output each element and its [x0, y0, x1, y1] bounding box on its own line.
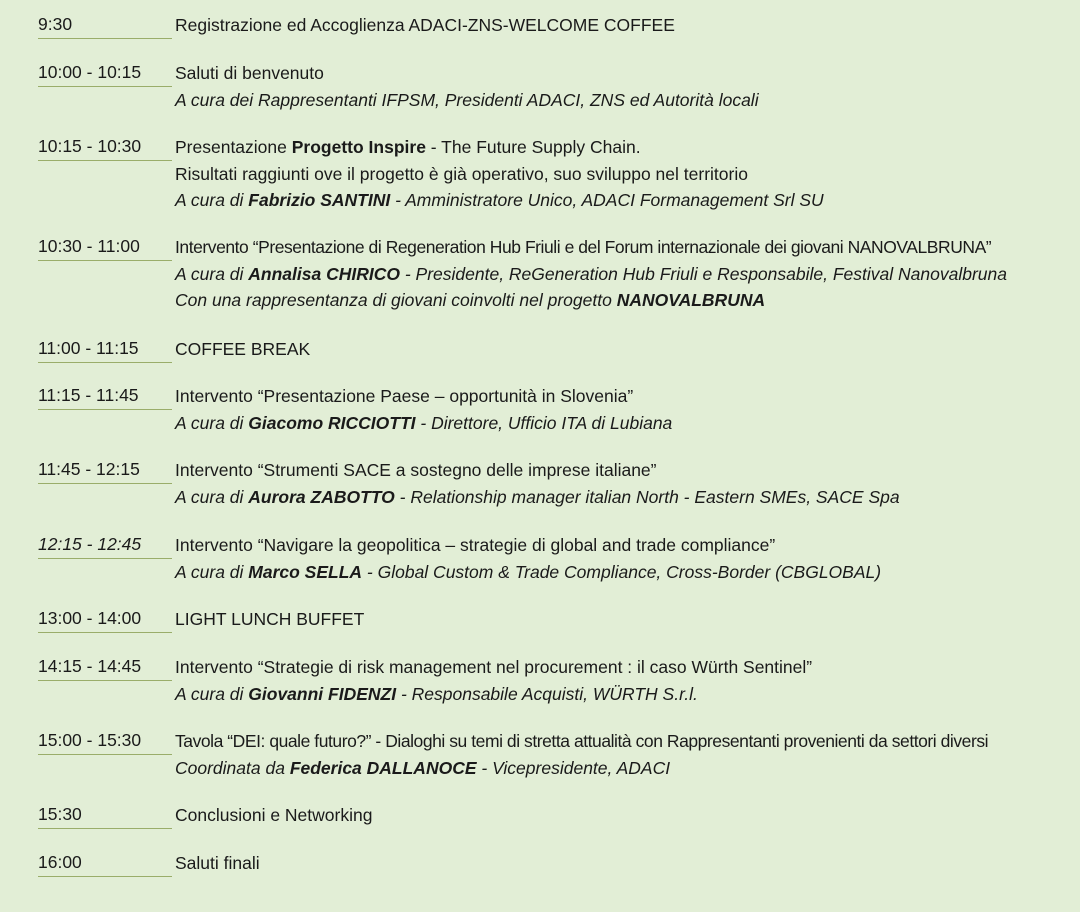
session-details: [175, 234, 1075, 314]
session-detail-line: [175, 87, 1075, 114]
session-title: [175, 12, 1075, 39]
session-detail-line: [175, 161, 1075, 188]
text-segment: - Relationship manager italian North - Eastern SMEs, SACE Spa: [394, 486, 900, 507]
time-slot: 12:15 - 12:45: [38, 532, 172, 559]
text-segment: Intervento “Navigare la geopolitica – strategie di global and trade compliance”: [175, 535, 776, 555]
time-slot: 14:15 - 14:45: [38, 654, 172, 681]
time-slot: 16:00: [38, 850, 172, 877]
session-detail-line: [175, 484, 1075, 511]
text-segment: Intervento “Presentazione Paese – opportunità in Slovenia”: [175, 386, 634, 406]
text-segment: - Vicepresidente, ADACI: [476, 757, 671, 778]
time-slot: 11:00 - 11:15: [38, 336, 172, 363]
text-segment: Presentazione: [175, 137, 292, 157]
text-segment: Conclusioni e Networking: [175, 805, 373, 825]
highlight-text: Fabrizio SANTINI: [248, 190, 391, 210]
session-details: [175, 134, 1075, 214]
highlight-text: Annalisa CHIRICO: [248, 263, 400, 284]
text-segment: A cura di: [175, 683, 249, 704]
session-title: [175, 134, 1075, 161]
session-details: [175, 457, 1075, 510]
text-segment: Tavola “DEI: quale futuro?” - Dialoghi su temi di stretta attualità con Rappresentanti provenienti da settori diversi: [175, 731, 989, 751]
text-segment: - Global Custom & Trade Compliance, Cross-Border (CBGLOBAL): [362, 561, 882, 582]
highlight-text: Giacomo RICCIOTTI: [248, 412, 416, 433]
text-segment: Intervento “Strumenti SACE a sostegno delle imprese italiane”: [175, 460, 657, 480]
session-title: [175, 60, 1075, 87]
time-slot: 13:00 - 14:00: [38, 606, 172, 633]
time-slot: 9:30: [38, 12, 172, 39]
session-detail-line: [175, 559, 1075, 586]
session-detail-line: [175, 681, 1075, 708]
text-segment: - Presidente, ReGeneration Hub Friuli e Responsabile, Festival Nanovalbruna: [399, 263, 1007, 284]
highlight-text: Marco SELLA: [248, 561, 363, 582]
session-details: [175, 12, 1075, 39]
session-title: [175, 234, 1075, 261]
text-segment: - Direttore, Ufficio ITA di Lubiana: [415, 412, 673, 433]
session-title: [175, 802, 1075, 829]
text-segment: Saluti finali: [175, 853, 260, 873]
text-segment: Coordinata da: [175, 757, 290, 778]
time-slot: 11:15 - 11:45: [38, 383, 172, 410]
session-details: [175, 532, 1075, 585]
text-segment: Con una rappresentanza di giovani coinvolti nel progetto: [175, 290, 617, 310]
highlight-text: NANOVALBRUNA: [616, 290, 766, 310]
session-detail-line: [175, 287, 1075, 314]
session-details: [175, 654, 1075, 707]
session-title: [175, 336, 1075, 363]
session-details: [175, 802, 1075, 829]
session-title: [175, 383, 1075, 410]
text-segment: A cura di: [175, 561, 249, 582]
session-details: [175, 606, 1075, 633]
text-segment: A cura di: [175, 190, 249, 210]
text-segment: - Amministratore Unico, ADACI Formanagement Srl SU: [390, 190, 824, 210]
session-detail-line: [175, 261, 1075, 288]
highlight-text: Giovanni FIDENZI: [248, 683, 397, 704]
session-title: [175, 606, 1075, 633]
text-segment: Registrazione ed Accoglienza ADACI-ZNS-WELCOME COFFEE: [175, 15, 675, 35]
text-segment: A cura di: [175, 486, 249, 507]
text-segment: LIGHT LUNCH BUFFET: [175, 609, 365, 629]
session-title: [175, 532, 1075, 559]
session-title: [175, 850, 1075, 877]
session-title: [175, 728, 1075, 755]
text-segment: - Responsabile Acquisti, WÜRTH S.r.l.: [396, 683, 698, 704]
time-slot: 11:45 - 12:15: [38, 457, 172, 484]
session-detail-line: [175, 187, 1075, 214]
text-segment: A cura di: [175, 412, 249, 433]
highlight-text: Progetto Inspire: [291, 137, 426, 157]
time-slot: 10:00 - 10:15: [38, 60, 172, 87]
text-segment: COFFEE BREAK: [175, 339, 311, 359]
text-segment: A cura di: [175, 263, 249, 284]
text-segment: - The Future Supply Chain.: [425, 137, 641, 157]
time-slot: 15:00 - 15:30: [38, 728, 172, 755]
text-segment: Saluti di benvenuto: [175, 63, 324, 83]
session-title: [175, 457, 1075, 484]
text-segment: Risultati raggiunti ove il progetto è già operativo, suo sviluppo nel territorio: [175, 163, 748, 184]
highlight-text: Federica DALLANOCE: [289, 757, 477, 778]
highlight-text: Aurora ZABOTTO: [248, 486, 395, 507]
session-title: [175, 654, 1075, 681]
session-details: [175, 383, 1075, 436]
text-segment: A cura dei Rappresentanti IFPSM, Presidenti ADACI, ZNS ed Autorità locali: [175, 89, 759, 110]
time-slot: 10:15 - 10:30: [38, 134, 172, 161]
session-details: [175, 728, 1075, 781]
session-details: [175, 336, 1075, 363]
session-detail-line: [175, 755, 1075, 782]
text-segment: Intervento “Strategie di risk management nel procurement : il caso Würth Sentinel”: [175, 657, 813, 677]
time-slot: 10:30 - 11:00: [38, 234, 172, 261]
time-slot: 15:30: [38, 802, 172, 829]
session-detail-line: [175, 410, 1075, 437]
session-details: [175, 60, 1075, 113]
text-segment: Intervento “Presentazione di Regeneration Hub Friuli e del Forum internazionale dei giovani NANOVALBRUNA”: [175, 237, 992, 257]
session-details: [175, 850, 1075, 877]
